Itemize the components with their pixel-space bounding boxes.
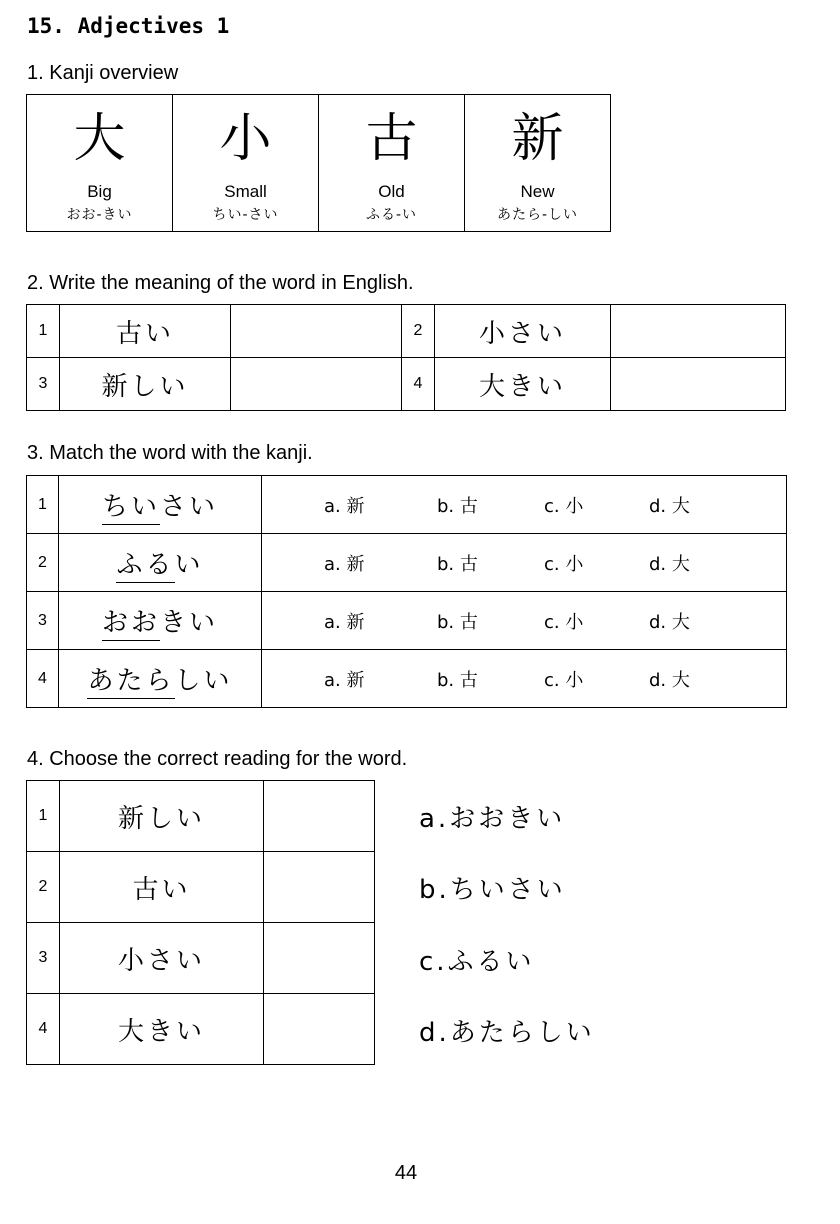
- meaning-table: [26, 304, 786, 411]
- option-b[interactable]: b. 古: [437, 611, 478, 633]
- question-number: 4: [402, 358, 435, 411]
- question-number: 4: [27, 994, 60, 1065]
- word-rest: しい: [174, 666, 233, 696]
- question-number: 1: [27, 781, 60, 852]
- kanji-cell: [173, 95, 319, 232]
- table-row: [27, 923, 375, 994]
- question-word: [59, 650, 262, 708]
- option-d[interactable]: d. 大: [649, 495, 690, 517]
- reading-choice-d: d.あたらしい: [419, 1018, 595, 1048]
- kanji-meaning: New: [520, 182, 555, 201]
- section1-heading: 1. Kanji overview: [27, 62, 179, 84]
- answer-field[interactable]: [264, 852, 375, 923]
- question-number: 3: [27, 358, 60, 411]
- reading-choice-c: c.ふるい: [419, 947, 535, 977]
- question-word: 小さい: [60, 923, 264, 994]
- option-a[interactable]: a. 新: [324, 495, 365, 517]
- question-number: 4: [27, 650, 59, 708]
- underlined-part: おお: [102, 608, 160, 641]
- kanji-char: 小: [219, 109, 272, 169]
- option-a[interactable]: a. 新: [324, 669, 365, 691]
- question-word: 古い: [60, 305, 231, 358]
- kanji-meaning: Small: [224, 182, 267, 201]
- question-word: 新しい: [60, 358, 231, 411]
- kanji-reading: ちい-さい: [212, 207, 279, 223]
- table-row: [27, 650, 787, 708]
- question-number: 3: [27, 592, 59, 650]
- kanji-reading: おお-きい: [66, 207, 133, 223]
- option-c[interactable]: c. 小: [544, 553, 584, 575]
- table-row: [27, 305, 786, 358]
- kanji-char: 古: [365, 109, 418, 169]
- question-number: 2: [27, 852, 60, 923]
- table-row: [27, 476, 787, 534]
- table-row: [27, 592, 787, 650]
- option-d[interactable]: d. 大: [649, 611, 690, 633]
- answer-field[interactable]: [264, 923, 375, 994]
- page-title: 15. Adjectives 1: [27, 14, 230, 38]
- underlined-part: あたら: [87, 666, 174, 699]
- word-rest: きい: [160, 608, 219, 638]
- kanji-meaning: Big: [87, 182, 112, 201]
- table-row: [27, 852, 375, 923]
- answer-field[interactable]: [231, 358, 402, 411]
- answer-field[interactable]: [264, 994, 375, 1065]
- reading-choice-b: b.ちいさい: [419, 875, 566, 905]
- kanji-cell: [465, 95, 611, 232]
- option-b[interactable]: b. 古: [437, 495, 478, 517]
- option-c[interactable]: c. 小: [544, 669, 584, 691]
- match-table: [26, 475, 787, 708]
- option-c[interactable]: c. 小: [544, 495, 584, 517]
- question-word: [59, 534, 262, 592]
- question-word: 新しい: [60, 781, 264, 852]
- option-d[interactable]: d. 大: [649, 669, 690, 691]
- question-word: 古い: [60, 852, 264, 923]
- question-number: 1: [27, 476, 59, 534]
- kanji-char: 大: [73, 109, 126, 169]
- kanji-cell: [319, 95, 465, 232]
- section2-heading: 2. Write the meaning of the word in English.: [27, 272, 414, 294]
- kanji-cell: [27, 95, 173, 232]
- option-a[interactable]: a. 新: [324, 611, 365, 633]
- page-number: 44: [394, 1162, 418, 1184]
- question-number: 2: [402, 305, 435, 358]
- table-row: [27, 994, 375, 1065]
- option-b[interactable]: b. 古: [437, 669, 478, 691]
- question-word: 大きい: [60, 994, 264, 1065]
- options-cell: [262, 534, 787, 592]
- answer-field[interactable]: [264, 781, 375, 852]
- options-cell: [262, 476, 787, 534]
- answer-field[interactable]: [231, 305, 402, 358]
- word-rest: さい: [160, 492, 219, 522]
- options-cell: [262, 592, 787, 650]
- table-row: [27, 534, 787, 592]
- question-word: [59, 592, 262, 650]
- kanji-char: 新: [511, 109, 564, 169]
- answer-field[interactable]: [611, 358, 786, 411]
- table-row: [27, 781, 375, 852]
- options-cell: [262, 650, 787, 708]
- kanji-overview-table: [26, 94, 611, 232]
- option-a[interactable]: a. 新: [324, 553, 365, 575]
- reading-choice-a: a.おおきい: [419, 804, 566, 834]
- question-word: 小さい: [435, 305, 611, 358]
- underlined-part: ふる: [116, 550, 174, 583]
- question-number: 3: [27, 923, 60, 994]
- word-rest: い: [174, 550, 204, 580]
- underlined-part: ちい: [102, 492, 160, 525]
- reading-table: [26, 780, 375, 1065]
- kanji-reading: ふる-い: [365, 207, 418, 223]
- kanji-reading: あたら-しい: [496, 207, 579, 223]
- section4-heading: 4. Choose the correct reading for the word.: [27, 748, 408, 770]
- option-c[interactable]: c. 小: [544, 611, 584, 633]
- question-word: [59, 476, 262, 534]
- section3-heading: 3. Match the word with the kanji.: [27, 442, 313, 464]
- kanji-meaning: Old: [378, 182, 405, 201]
- table-row: [27, 358, 786, 411]
- question-number: 1: [27, 305, 60, 358]
- question-number: 2: [27, 534, 59, 592]
- answer-field[interactable]: [611, 305, 786, 358]
- option-b[interactable]: b. 古: [437, 553, 478, 575]
- option-d[interactable]: d. 大: [649, 553, 690, 575]
- question-word: 大きい: [435, 358, 611, 411]
